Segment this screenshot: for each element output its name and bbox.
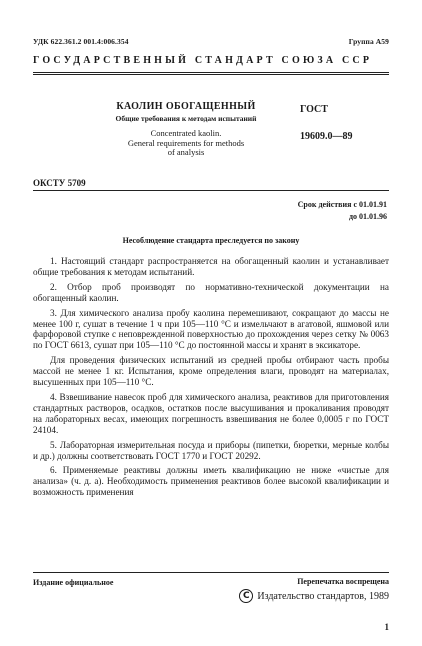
paragraph: 1. Настоящий стандарт распространяется на обогащенный каолин и устанавливает общие требования к методам испытаний. (33, 256, 389, 277)
publisher: Издательство стандартов, 1989 (257, 590, 389, 602)
okstu-code: ОКСТУ 5709 (33, 178, 86, 188)
udc-code: УДК 622.361.2 001.4:006.354 (33, 37, 129, 46)
copyright-icon: C (239, 589, 253, 603)
footer-rule (33, 572, 389, 573)
validity-to: до 01.01.96 (348, 212, 387, 221)
english-title-line: of analysis (167, 147, 205, 157)
paragraph: 2. Отбор проб производят по нормативно-технической документации на обогащенный каолин. (33, 281, 389, 303)
copyright-line (239, 589, 389, 603)
english-title-line: General requirements for methods (127, 137, 245, 148)
paragraph: Для проведения физических испытаний из средней пробы отбирают часть пробы массой не менее 1 кг. Испытания, кроме определения влаги, проводят на материалах, высушенных при 105—110 °C. (33, 355, 389, 388)
state-standard-banner: ГОСУДАРСТВЕННЫЙ СТАНДАРТ СОЮЗА ССР (33, 55, 373, 66)
title-block (96, 101, 276, 158)
page-number: 1 (384, 622, 389, 632)
official-edition-label: Издание официальное (33, 578, 114, 587)
paragraph: 3. Для химического анализа пробу каолина перемешивают, сокращают до массы не менее 100 г, сушат в течение 1 ч при 105—110 °C и измельчают в агатовой, яшмовой или фарфоровой ступке с неповрежденной поверхностью до прохождения через сетку № 0063 по ГОСТ 6613, сушат при 105—110 °C до постоянной массы и хранят в эксикаторе. (33, 307, 389, 351)
document-body (33, 256, 389, 502)
paragraph: 6. Применяемые реактивы должны иметь квалификацию не ниже «чистые для анализа» (ч. д. а). Необходимость применения реактивов более высокой квалификации и возможность применения (33, 465, 389, 498)
gost-label: ГОСТ (300, 104, 328, 115)
english-title-line: Concentrated kaolin. (150, 128, 222, 138)
gost-number: 19609.0—89 (300, 131, 353, 142)
document-subtitle: Общие требования к методам испытаний (115, 114, 257, 123)
okstu-rule (33, 190, 389, 191)
validity-from: Срок действия с 01.01.91 (297, 200, 387, 209)
group-code: Группа А59 (348, 37, 389, 46)
reprint-prohibited-label: Перепечатка воспрещена (297, 577, 389, 586)
legal-notice: Несоблюдение стандарта преследуется по закону (122, 236, 300, 245)
english-title (96, 129, 276, 158)
header-rule (33, 72, 389, 73)
header-rule-thin (33, 74, 389, 75)
document-title: КАОЛИН ОБОГАЩЕННЫЙ (116, 101, 256, 112)
paragraph: 5. Лабораторная измерительная посуда и приборы (пипетки, бюретки, мерные колбы и др.) должны соответствовать ГОСТ 1770 и ГОСТ 20292. (33, 439, 389, 461)
validity-period (298, 199, 387, 223)
paragraph: 4. Взвешивание навесок проб для химического анализа, реактивов для приготовления стандартных растворов, осадков, остатков после высушивания и прокаливания проводят на лабораторных весах, имеющих погрешность взвешивания не более 0,0005 г по ГОСТ 24104. (33, 391, 389, 435)
